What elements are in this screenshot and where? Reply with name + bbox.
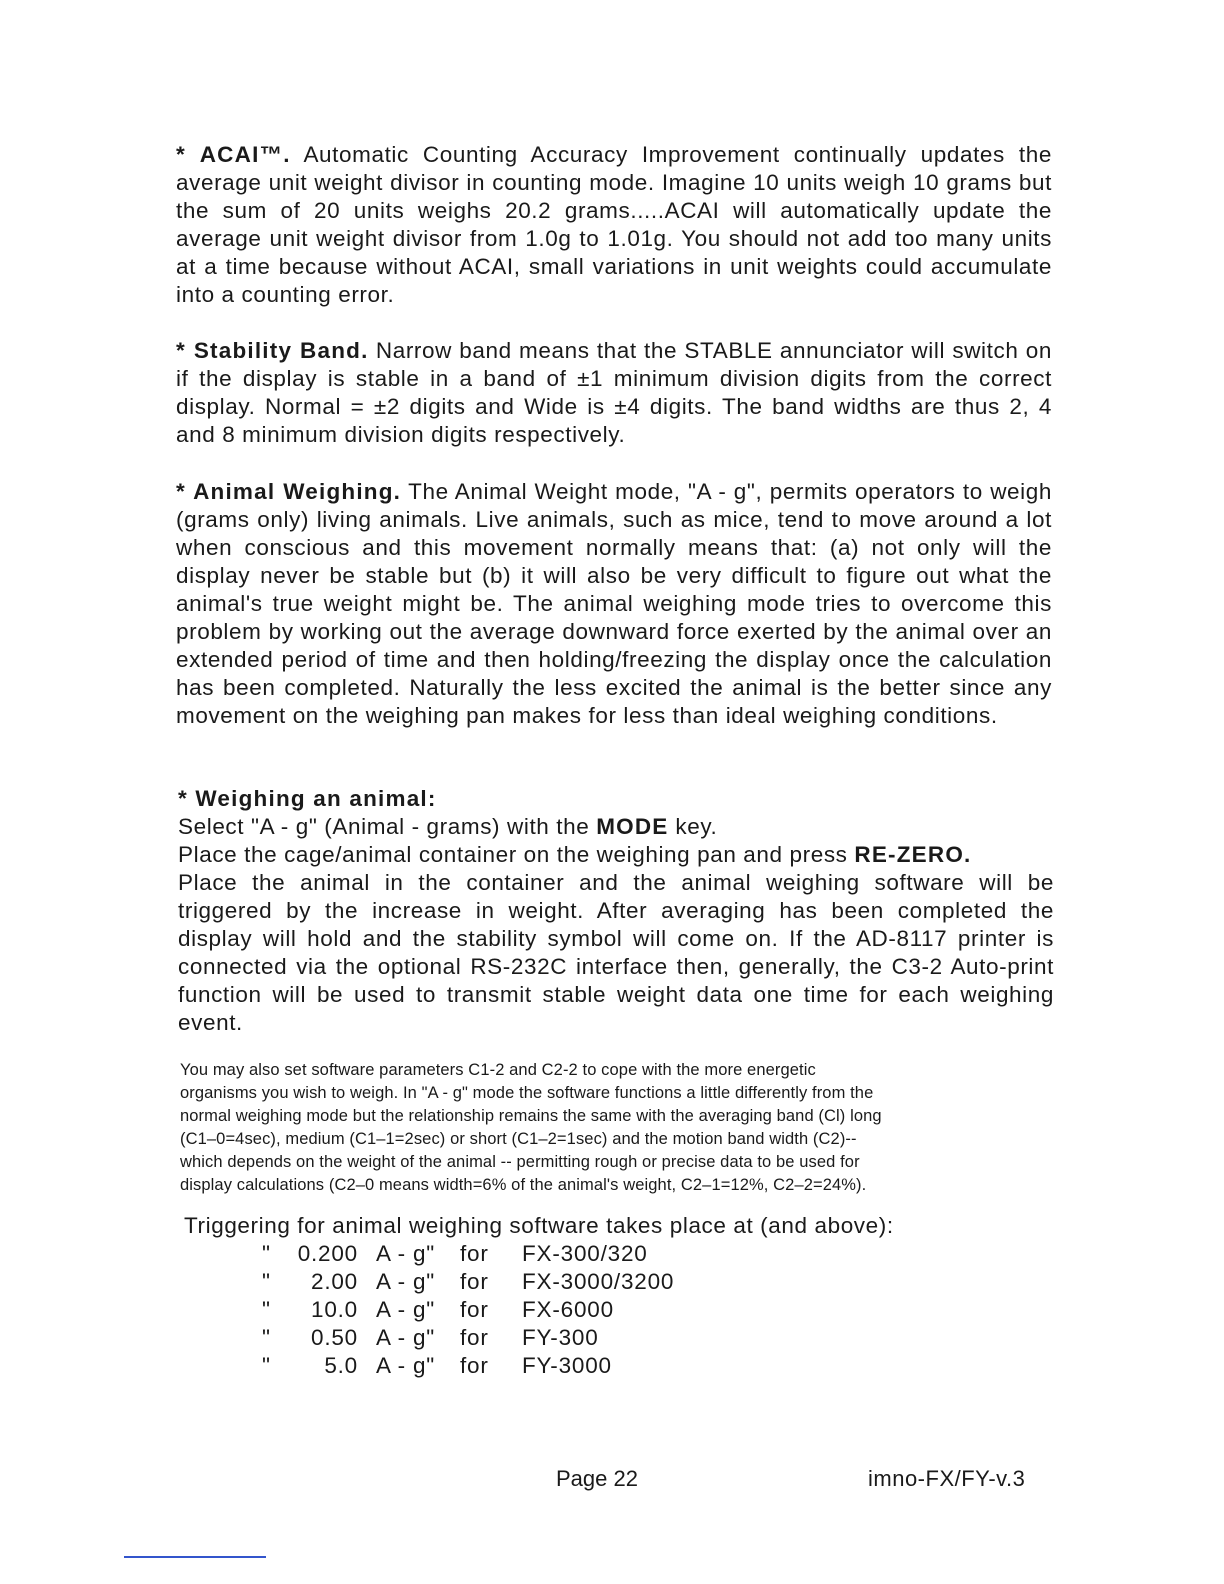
trigger-unit: A - g" bbox=[376, 1297, 436, 1322]
trigger-value: 5.0 bbox=[324, 1353, 358, 1378]
trigger-row: " 10.0 A - g" for FX-6000 bbox=[262, 1297, 614, 1322]
trigger-model: FX-3000/3200 bbox=[522, 1269, 675, 1294]
trigger-value: 0.200 bbox=[297, 1241, 358, 1266]
note-line: normal weighing mode but the relationship remains the same with the averaging band (Cl) long bbox=[180, 1107, 882, 1125]
trigger-unit: A - g" bbox=[376, 1353, 436, 1378]
note-line: which depends on the weight of the animal -- permitting rough or precise data to be used for bbox=[180, 1153, 860, 1171]
note-line: display calculations (C2–0 means width=6% of the animal's weight, C2–1=12%, C2–2=24%). bbox=[180, 1176, 867, 1194]
document-id: imno-FX/FY-v.3 bbox=[868, 1466, 1026, 1491]
procedure-heading: * Weighing an animal: bbox=[178, 786, 437, 811]
stability-paragraph bbox=[176, 337, 1052, 449]
trigger-unit: A - g" bbox=[376, 1269, 436, 1294]
triggering-intro: Triggering for animal weighing software takes place at (and above): bbox=[184, 1213, 894, 1238]
trigger-row: " 0.50 A - g" for FY-300 bbox=[262, 1325, 599, 1350]
note-line: (C1–0=4sec), medium (C1–1=2sec) or short (C1–2=1sec) and the motion band width (C2)-- bbox=[180, 1130, 857, 1148]
trigger-unit: A - g" bbox=[376, 1325, 436, 1350]
note-line: organisms you wish to weigh. In "A - g" mode the software functions a little differently from the bbox=[180, 1084, 874, 1102]
animal-weighing-heading: * Animal Weighing. bbox=[176, 479, 402, 504]
trigger-row: " 2.00 A - g" for FX-3000/3200 bbox=[262, 1269, 675, 1294]
trigger-model: FX-300/320 bbox=[522, 1241, 648, 1266]
software-parameters-note bbox=[180, 1059, 1060, 1197]
acai-paragraph bbox=[176, 141, 1052, 309]
procedure-section bbox=[178, 785, 1054, 1037]
stability-heading: * Stability Band. bbox=[176, 338, 369, 363]
acai-body: Automatic Counting Accuracy Improvement continually updates the average unit weight divisor in counting mode. Imagine 10 units weigh 10 grams but the sum of 20 units weighs 20.2 grams.....ACAI will automatically update the average unit weight divisor from 1.0g to 1.01g. You should not add too many units at a time because without ACAI, small variations in unit weights could accumulate into a counting error. bbox=[176, 142, 1052, 307]
procedure-step-1: Select "A - g" (Animal - grams) with the MODE key. bbox=[178, 814, 718, 839]
trigger-unit: A - g" bbox=[376, 1241, 436, 1266]
animal-weighing-paragraph bbox=[176, 478, 1052, 730]
trigger-row: " 5.0 A - g" for FY-3000 bbox=[262, 1353, 612, 1378]
trigger-model: FX-6000 bbox=[522, 1297, 614, 1322]
mode-key-label: MODE bbox=[596, 814, 669, 839]
procedure-step-2: Place the cage/animal container on the weighing pan and press RE-ZERO. bbox=[178, 842, 972, 867]
trigger-value: 0.50 bbox=[311, 1325, 358, 1350]
trigger-model: FY-3000 bbox=[522, 1353, 612, 1378]
page-number: Page 22 bbox=[556, 1466, 638, 1491]
trigger-value: 10.0 bbox=[311, 1297, 358, 1322]
procedure-step-3: Place the animal in the container and the animal weighing software will be triggered by the increase in weight. After averaging has been completed the display will hold and the stability symbol will come on. If the AD-8117 printer is connected via the optional RS-232C interface then, generally, the C3-2 Auto-print function will be used to transmit stable weight data one time for each weighing event. bbox=[178, 870, 1054, 1035]
trigger-model: FY-300 bbox=[522, 1325, 599, 1350]
animal-weighing-body: The Animal Weight mode, "A - g", permits operators to weigh (grams only) living animals. Live animals, such as mice, tend to move around a lot when conscious and this movement normally means that: (a) not only will the display never be stable but (b) it will also be very difficult to figure out what the animal's true weight might be. The animal weighing mode tries to overcome this problem by working out the average downward force exerted by the animal over an extended period of time and then holding/freezing the display once the calculation has been completed. Naturally the less excited the animal is the better since any movement on the weighing pan makes for less than ideal weighing conditions. bbox=[176, 479, 1052, 728]
acai-heading: * ACAI™. bbox=[176, 142, 291, 167]
note-line: You may also set software parameters C1-2 and C2-2 to cope with the more energetic bbox=[180, 1061, 816, 1079]
stability-body: Narrow band means that the STABLE annunciator will switch on if the display is stable in a band of ±1 minimum division digits from the correct display. Normal = ±2 digits and Wide is ±4 digits. The band widths are thus 2, 4 and 8 minimum division digits respectively. bbox=[176, 338, 1052, 447]
trigger-value: 2.00 bbox=[311, 1269, 358, 1294]
rezero-key-label: RE-ZERO. bbox=[854, 842, 972, 867]
trigger-row: " 0.200 A - g" for FX-300/320 bbox=[262, 1241, 648, 1266]
divider bbox=[124, 1556, 266, 1558]
